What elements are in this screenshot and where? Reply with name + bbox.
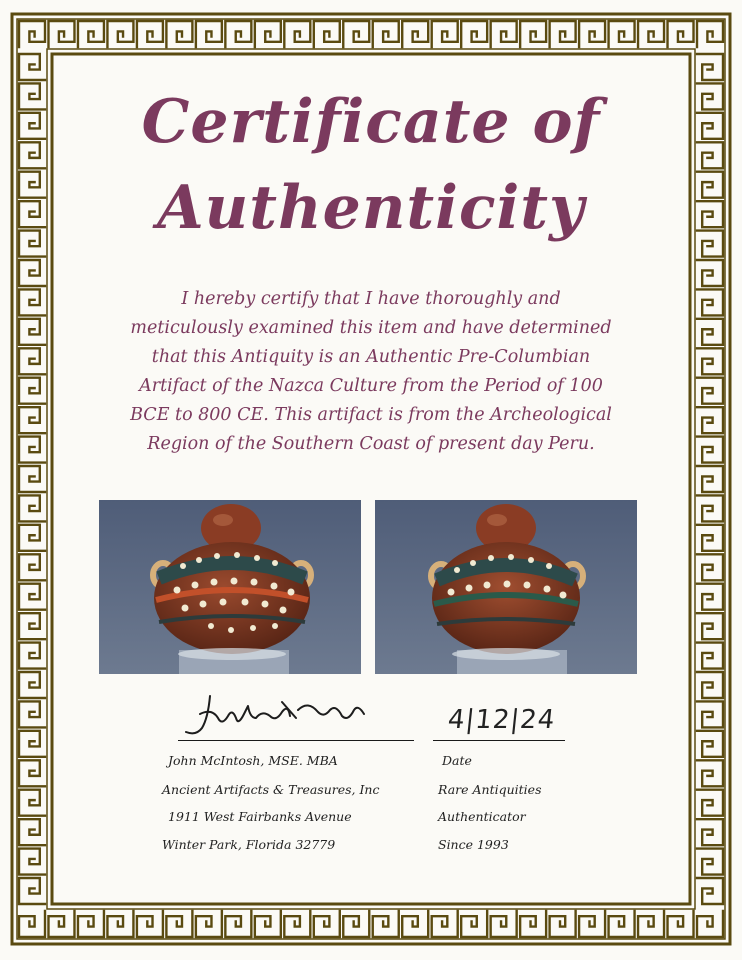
artifact-photo-front [99,500,361,674]
since-year: Since 1993 [438,837,509,852]
role-line2: Authenticator [438,809,526,824]
statement-line: meticulously examined this item and have determined [130,318,612,338]
statement-line: Artifact of the Nazca Culture from the Period of 100 [139,376,603,396]
company-name: Ancient Artifacts & Treasures, Inc [162,782,380,797]
handwritten-date: 4|12|24 [446,705,557,735]
statement-line: BCE to 800 CE. This artifact is from the Archeological [130,405,612,425]
signature-line [178,740,414,741]
statement-line: I hereby certify that I have thoroughly and [181,289,561,309]
statement-line: Region of the Southern Coast of present day Peru. [147,434,595,454]
city-state-zip: Winter Park, Florida 32779 [162,837,336,852]
date-line [433,740,565,741]
handwritten-signature [178,688,378,740]
artifact-photo-side [375,500,637,674]
street-address: 1911 West Fairbanks Avenue [168,809,352,824]
role-line1: Rare Antiquities [438,782,542,797]
statement-line: that this Antiquity is an Authentic Pre-Columbian [151,347,591,367]
date-label: Date [442,753,472,768]
certificate-title-line1: Certificate of [141,87,601,157]
certificate-title-line2: Authenticity [157,173,585,243]
authenticator-name: John McIntosh, MSE. MBA [168,753,338,768]
